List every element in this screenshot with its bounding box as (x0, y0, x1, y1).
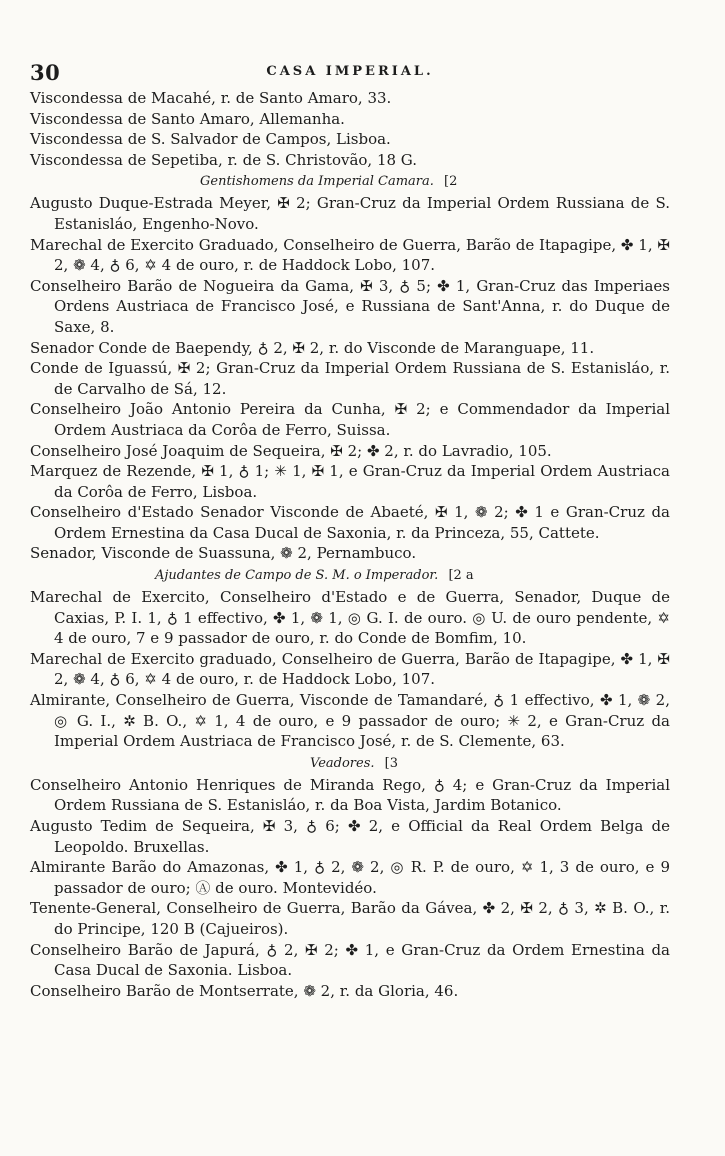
section-heading (30, 172, 670, 192)
list-item: Senador, Visconde de Suassuna, ❁ 2, Pernambuco. (30, 544, 417, 563)
section-heading (30, 754, 670, 774)
list-item: Conselheiro José Joaquim de Sequeira, ✠ 2; ✤ 2, r. do Lavradio, 105. (30, 441, 552, 460)
list-item: Almirante, Conselheiro de Guerra, Visconde de Tamandaré, ♁ 1 effectivo, ✤ 1, ❁ 2, ◎ G. I., ✲ B. O., ✡ 1, 4 de ouro, e 9 passador de ouro; ✳ 2, e Gran-Cruz da Imperial Ordem Austriaca de Francisco José, r. de S. Clemente, 63. (30, 691, 670, 751)
section-heading (30, 566, 670, 586)
list-item: Conselheiro d'Estado Senador Visconde de Abaeté, ✠ 1, ❁ 2; ✤ 1 e Gran-Cruz da Ordem Ernestina da Casa Ducal de Saxonia, r. da Princeza, 55, Cattete. (30, 503, 670, 542)
list-item: Augusto Duque-Estrada Meyer, ✠ 2; Gran-Cruz da Imperial Ordem Russiana de S. Estanisláo, Engenho-Novo. (30, 194, 670, 233)
list-item: Senador Conde de Baependy, ♁ 2, ✠ 2, r. do Visconde de Maranguape, 11. (30, 338, 595, 357)
section-suffix: [3 (384, 755, 398, 771)
list-item: Viscondessa de Sepetiba, r. de S. Christovão, 18 G. (30, 150, 418, 169)
list-item: Marechal de Exercito, Conselheiro d'Estado e de Guerra, Senador, Duque de Caxias, P. I. 1, ♁ 1 effectivo, ✤ 1, ❁ 1, ◎ G. I. de ouro. ◎ U. de ouro pendente, ✡ 4 de ouro, 7 e 9 passador de ouro, r. do Conde de Bomfim, 10. (30, 588, 670, 648)
section-list (30, 587, 670, 752)
list-item: Conselheiro João Antonio Pereira da Cunha, ✠ 2; e Commendador da Imperial Ordem Austriaca da Corôa de Ferro, Suissa. (30, 400, 670, 439)
list-item: Marquez de Rezende, ✠ 1, ♁ 1; ✳ 1, ✠ 1, e Gran-Cruz da Imperial Ordem Austriaca da Corôa de Ferro, Lisboa. (30, 462, 670, 501)
section-suffix: [2 (444, 174, 458, 190)
list-item: Conde de Iguassú, ✠ 2; Gran-Cruz da Imperial Ordem Russiana de S. Estanisláo, r. de Carvalho de Sá, 12. (30, 359, 670, 398)
list-item: Viscondessa de Macahé, r. de Santo Amaro, 33. (30, 89, 392, 107)
page-number: 30 (30, 60, 61, 85)
list-item: Conselheiro Antonio Henriques de Miranda Rego, ♁ 4; e Gran-Cruz da Imperial Ordem Russiana de S. Estanisláo, r. da Boa Vista, Jardim Botanico. (30, 775, 670, 815)
section-list (30, 775, 670, 1002)
section-title: Gentishomens da Imperial Camara. (200, 174, 434, 190)
section-title: Veadores. (310, 755, 375, 771)
list-item: Tenente-General, Conselheiro de Guerra, Barão da Gávea, ✤ 2, ✠ 2, ♁ 3, ✲ B. O., r. do Principe, 120 B (Cajueiros). (30, 899, 670, 938)
document-page (30, 60, 670, 1001)
list-item: Conselheiro Barão de Montserrate, ❁ 2, r. da Gloria, 46. (30, 981, 459, 1000)
list-item: Viscondessa de S. Salvador de Campos, Lisboa. (30, 130, 391, 149)
section-list (30, 193, 670, 564)
intro-list (30, 88, 670, 170)
running-head-title: CASA IMPERIAL. (266, 64, 434, 79)
section-suffix: [2 a (448, 568, 474, 584)
running-head (30, 60, 670, 88)
list-item: Viscondessa de Santo Amaro, Allemanha. (30, 109, 345, 128)
section-title: Ajudantes de Campo de S. M. o Imperador. (155, 568, 439, 584)
list-item: Marechal de Exercito Graduado, Conselheiro de Guerra, Barão de Itapagipe, ✤ 1, ✠ 2, ❁ 4, ♁ 6, ✡ 4 de ouro, r. de Haddock Lobo, 107. (30, 235, 670, 275)
list-item: Conselheiro Barão de Japurá, ♁ 2, ✠ 2; ✤ 1, e Gran-Cruz da Ordem Ernestina da Casa Ducal de Saxonia. Lisboa. (30, 940, 670, 980)
list-item: Almirante Barão do Amazonas, ✤ 1, ♁ 2, ❁ 2, ◎ R. P. de ouro, ✡ 1, 3 de ouro, e 9 passador de ouro; Ⓐ de ouro. Montevidéo. (30, 858, 670, 897)
list-item: Marechal de Exercito graduado, Conselheiro de Guerra, Barão de Itapagipe, ✤ 1, ✠ 2, ❁ 4, ♁ 6, ✡ 4 de ouro, r. de Haddock Lobo, 107. (30, 649, 670, 689)
list-item: Conselheiro Barão de Nogueira da Gama, ✠ 3, ♁ 5; ✤ 1, Gran-Cruz das Imperiaes Ordens Austriaca de Francisco José, e Russiana de Sant'Anna, r. do Duque de Saxe, 8. (30, 276, 670, 336)
list-item: Augusto Tedim de Sequeira, ✠ 3, ♁ 6; ✤ 2, e Official da Real Ordem Belga de Leopoldo. Bruxellas. (30, 817, 670, 856)
